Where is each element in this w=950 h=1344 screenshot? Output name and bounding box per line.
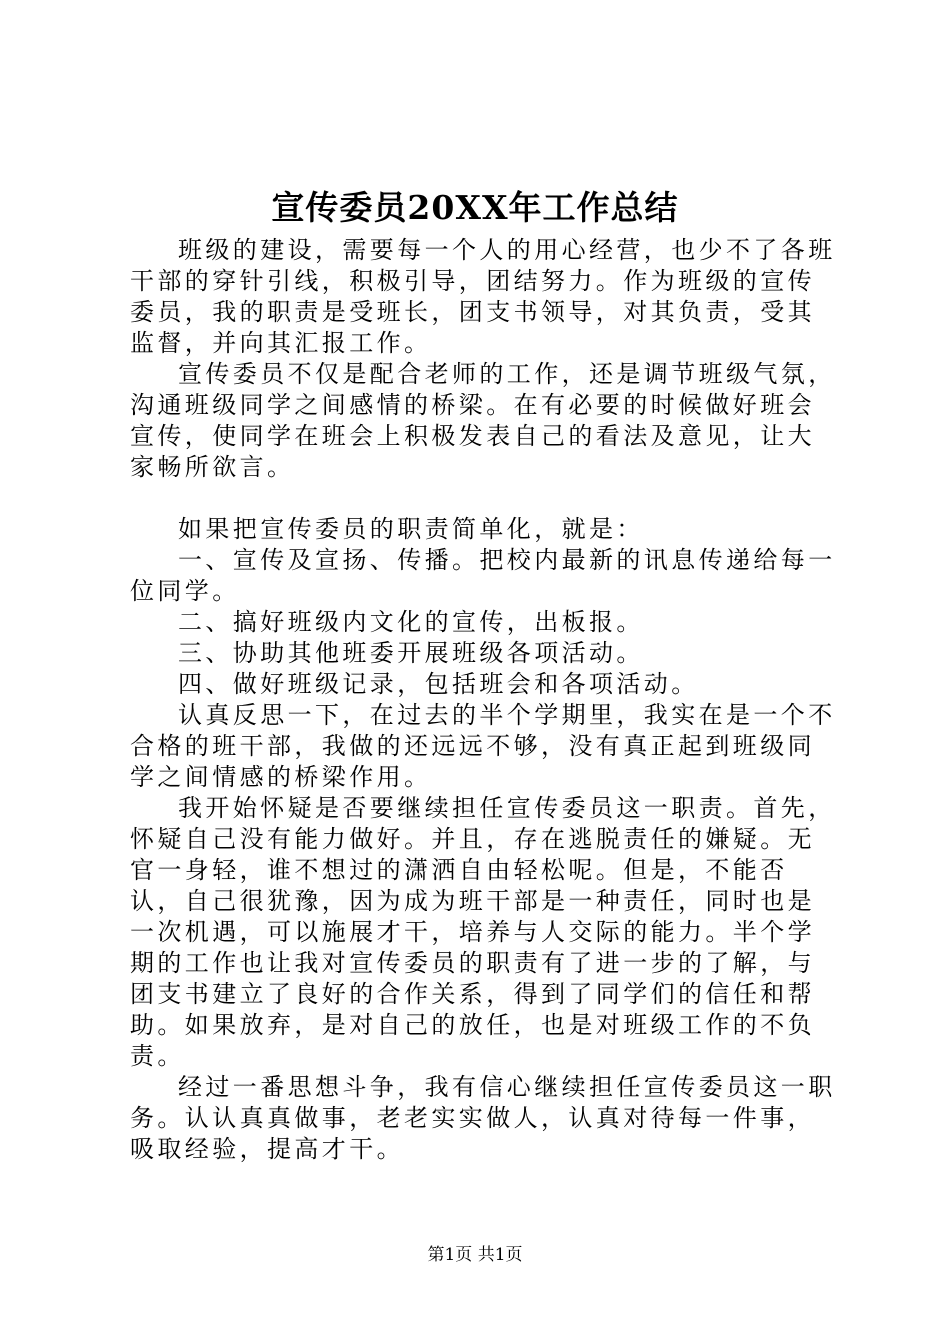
list-item-duty-1: 一、宣传及宣扬、传播。把校内最新的讯息传递给每一位同学。 (130, 546, 836, 605)
paragraph-duties-intro: 如果把宣传委员的职责简单化，就是： (178, 515, 644, 543)
list-item-duty-4: 四、做好班级记录，包括班会和各项活动。 (178, 670, 699, 698)
document-body (130, 235, 840, 1165)
paragraph-conclusion: 经过一番思想斗争，我有信心继续担任宣传委员这一职务。认认真真做事，老老实实做人，认真对待每一件事，吸取经验，提高才干。 (130, 1073, 836, 1163)
list-item-duty-2: 二、搞好班级内文化的宣传，出板报。 (178, 608, 644, 636)
paragraph-doubt: 我开始怀疑是否要继续担任宣传委员这一职责。首先，怀疑自己没有能力做好。并且，存在逃脱责任的嫌疑。无官一身轻，谁不想过的潇洒自由轻松呢。但是，不能否认，自己很犹豫，因为成为班干部是一种责任，同时也是一次机遇，可以施展才干，培养与人交际的能力。半个学期的工作也让我对宣传委员的职责有了进一步的了解，与团支书建立了良好的合作关系，得到了同学们的信任和帮助。如果放弃，是对自己的放任，也是对班级工作的不负责。 (130, 794, 836, 1070)
paragraph-intro: 班级的建设，需要每一个人的用心经营，也少不了各班干部的穿针引线，积极引导，团结努力。作为班级的宣传委员，我的职责是受班长，团支书领导，对其负责，受其监督，并向其汇报工作。 (130, 236, 836, 357)
page-footer: 第1页 共1页 (427, 1245, 523, 1265)
paragraph-role: 宣传委员不仅是配合老师的工作，还是调节班级气氛，沟通班级同学之间感情的桥梁。在有必要的时候做好班会宣传，使同学在班会上积极发表自己的看法及意见，让大家畅所欲言。 (130, 360, 836, 481)
document-title: 宣传委员20XX年工作总结 (271, 188, 679, 227)
list-item-duty-3: 三、协助其他班委开展班级各项活动。 (178, 639, 644, 667)
paragraph-reflection: 认真反思一下，在过去的半个学期里，我实在是一个不合格的班干部，我做的还远远不够，没有真正起到班级同学之间情感的桥梁作用。 (130, 701, 836, 791)
